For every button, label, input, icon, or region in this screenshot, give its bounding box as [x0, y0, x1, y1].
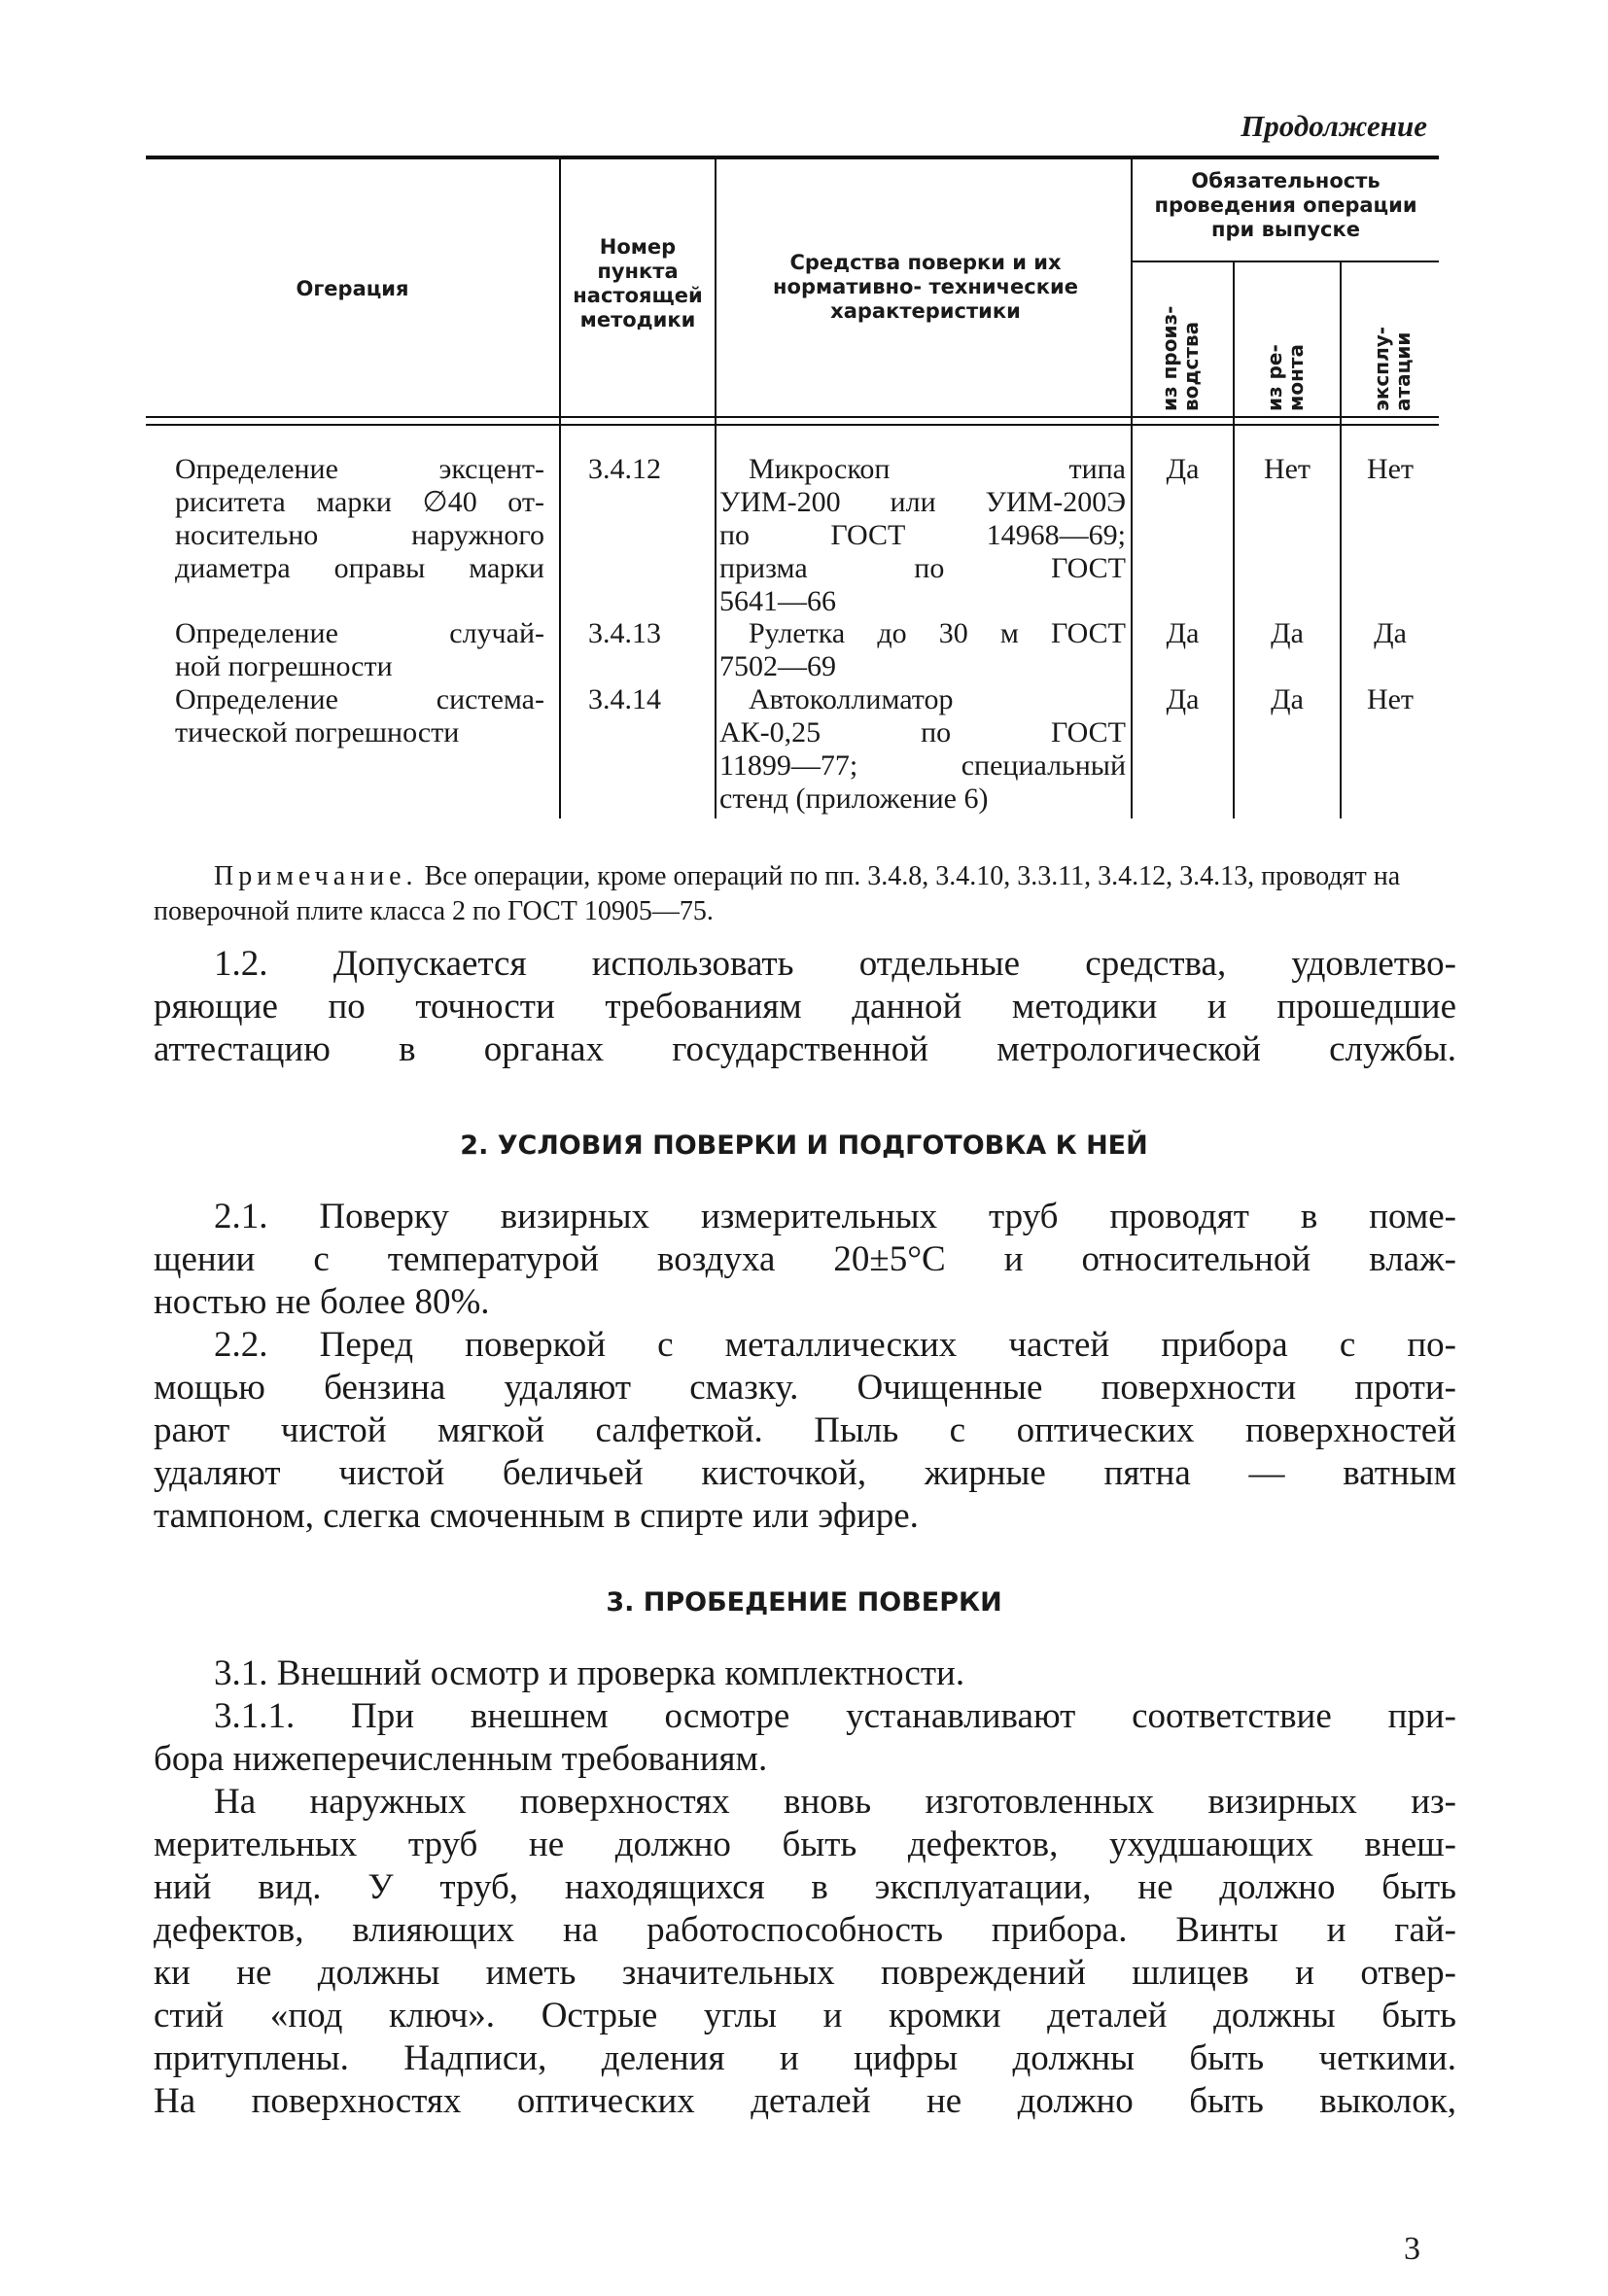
header-repair: из ре- монта	[1263, 344, 1308, 411]
header-obligation: Обязательность проведения операции при выпуске	[1154, 169, 1417, 241]
header-item-number: Номер пункта настоящей методики	[573, 235, 703, 331]
row1-use: Нет	[1366, 453, 1415, 485]
col-divider-5	[1340, 262, 1342, 818]
row1-item: 3.4.12	[588, 453, 661, 485]
note-label: Примечание.	[214, 861, 418, 891]
row2-repair: Да	[1271, 617, 1304, 649]
section-2-heading: 2. УСЛОВИЯ ПОВЕРКИ И ПОДГОТОВКА К НЕЙ	[460, 1131, 1148, 1161]
col-divider-3	[1131, 157, 1133, 818]
paragraph-2-1: 2.1. Поверку визирных измерительных труб проводят в поме- щении с температурой воздуха 20±5°C и относительной влаж- ностью не более 80%.	[154, 1197, 1456, 1322]
row2-operation: Определение случай- ной погрешности	[175, 617, 544, 682]
row1-operation: Определение эксцент- риситета марки ∅40 от- носительно наружного диаметра оправы марки	[175, 453, 544, 584]
continuation-label: Продолжение	[1241, 109, 1427, 143]
paragraph-1-2: 1.2. Допускается использовать отдельные средства, удовлетво- ряющие по точности требованиям данной методики и прошедшие аттестацию в органах государственной метрологической службы.	[154, 944, 1456, 1069]
paragraph-3-body: На наружных поверхностях вновь изготовленных визирных из- мерительных труб не должно быть дефектов, ухудшающих внеш- ний вид. У труб, находящихся в эксплуатации, не должно быть дефектов, влияющих на работоспособность прибора. Винты и гай- ки не должны иметь значительных повреждений шлицев и отвер- стий «под ключ». Острые углы и кромки деталей должны быть притуплены. Надписи, деления и цифры должны быть четкими. На поверхностях оптических деталей не должно быть выколок,	[154, 1782, 1456, 2121]
row2-means: Рулетка до 30 м ГОСТ 7502—69	[719, 617, 1126, 682]
paragraph-2-2: 2.2. Перед поверкой с металлических частей прибора с по- мощью бензина удаляют смазку. Очищенные поверхности проти- рают чистой мягкой салфеткой. Пыль с оптических поверхностей удаляют чистой беличьей кисточкой, жирные пятна — ватным тампоном, слегка смоченным в спирте или эфире.	[154, 1325, 1456, 1536]
row2-production: Да	[1166, 617, 1200, 649]
row3-means: Автоколлиматор АК-0,25 по ГОСТ 11899—77; специальный стенд (приложение 6)	[719, 683, 1126, 815]
paragraph-3-1-1: 3.1.1. При внешнем осмотре устанавливают соответствие при- бора нижеперечисленным требованиям.	[154, 1696, 1456, 1779]
row1-repair: Нет	[1263, 453, 1311, 485]
page-number: 3	[1404, 2231, 1420, 2267]
header-bottom-rule	[146, 416, 1439, 418]
subheader-rule	[1131, 261, 1439, 262]
row2-item: 3.4.13	[588, 617, 661, 649]
table-note	[154, 859, 1456, 929]
row3-operation: Определение система- тической погрешности	[175, 683, 544, 748]
row3-use: Нет	[1366, 683, 1415, 715]
col-divider-2	[715, 157, 717, 818]
header-use: эксплу- атации	[1370, 326, 1415, 411]
table-top-rule	[146, 156, 1439, 159]
row3-repair: Да	[1271, 683, 1304, 715]
row3-item: 3.4.14	[588, 683, 661, 715]
note-text: Все операции, кроме операций по пп. 3.4.8, 3.4.10, 3.3.11, 3.4.12, 3.4.13, проводят на поверочной плите класса 2 по ГОСТ 10905—75.	[154, 861, 1401, 926]
header-bottom-rule-2	[146, 424, 1439, 426]
col-divider-4	[1233, 262, 1235, 818]
row1-means: Микроскоп типа УИМ-200 или УИМ-200Э по ГОСТ 14968—69; призма по ГОСТ 5641—66	[719, 453, 1126, 617]
section-3-heading: 3. ПРОБЕДЕНИЕ ПОВЕРКИ	[606, 1587, 1002, 1618]
header-production: из произ- водства	[1158, 305, 1203, 411]
header-operation: Огерация	[296, 277, 409, 300]
row2-use: Да	[1374, 617, 1407, 649]
paragraph-3-1: 3.1. Внешний осмотр и проверка комплектности.	[214, 1653, 965, 1693]
row1-production: Да	[1166, 453, 1200, 485]
row3-production: Да	[1166, 683, 1200, 715]
header-means: Средства поверки и их нормативно- технические характеристики	[773, 251, 1078, 323]
verification-table	[146, 156, 1439, 826]
